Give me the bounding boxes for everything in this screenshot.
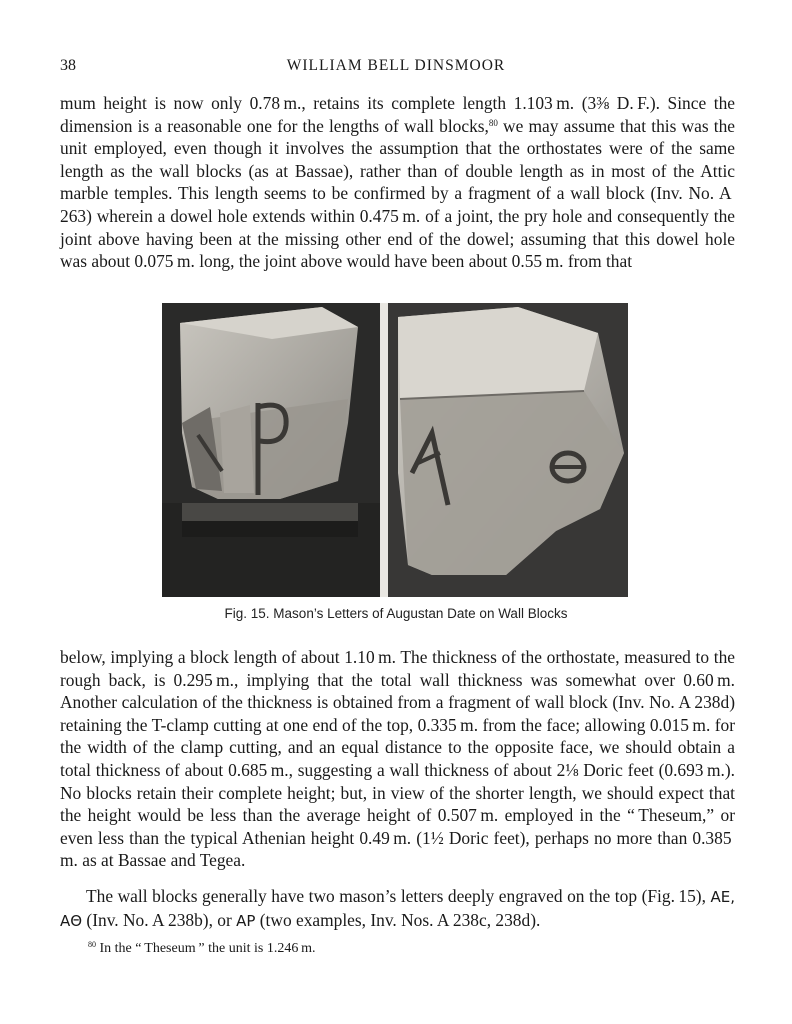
- stone-fragment-right-image: [388, 303, 628, 597]
- paragraph-text: (Inv. No. A 238b), or: [82, 909, 237, 930]
- paragraph-text: (two examples, Inv. Nos. A 238c, 238d).: [255, 909, 541, 930]
- figure-15: [162, 303, 628, 597]
- figure-caption: Fig. 15. Mason’s Letters of Augustan Date on Wall Blocks: [224, 606, 568, 621]
- body-paragraph-3: [60, 885, 735, 932]
- body-paragraph-2: below, implying a block length of about 1.10 m. The thickness of the orthostate, measured to the rough back, is 0.295 m., implying that the total wall thickness was somewhat over 0.60 m. Another calculation of the thickness is obtained from a fragment of wall block (Inv. No. A 238d) retaining the T-clamp cutting at one end of the top, 0.335 m. from the face; allowing 0.015 m. for the width of the clamp cutting, and an equal distance to the opposite face, we should obtain a total thickness of about 0.685 m., suggesting a wall thickness of about 2⅛ Doric feet (0.693 m.). No blocks retain their complete height; but, in view of the shorter length, we should expect that the height would be less than the average height of 0.507 m. employed in the “ Theseum,” or even less than the typical Athenian height 0.49 m. (1½ Doric feet), perhaps no more than 0.385 m. as at Bassae and Tegea.: [60, 647, 735, 871]
- running-head: WILLIAM BELL DINSMOOR: [286, 57, 506, 74]
- paragraph-text: mum height is now only 0.78 m., retains its complete length 1.103 m. (3⅜ D. F.). Since the dimension is a reasonable one for the lengths of wall blocks,: [60, 93, 735, 136]
- body-paragraph-1: [60, 92, 735, 273]
- footnote-number: 80: [88, 940, 96, 949]
- paragraph-text: The wall blocks generally have two mason’s letters deeply engraved on the top (Fig. 15),: [86, 886, 711, 906]
- mason-letters-1: ΑΕ, ΑΘ: [60, 888, 735, 930]
- wall-block-photo-right: [388, 303, 628, 597]
- stone-fragment-left-image: [162, 303, 380, 597]
- mason-letters-2: ΑΡ: [236, 911, 256, 930]
- footnote-text: In the “ Theseum ” the unit is 1.246 m.: [96, 941, 316, 956]
- paragraph-text: we may assume that this was the unit employed, even though it involves the assumption that the orthostates were of the same length as the wall blocks (as at Bassae), rather than of double length as in most of the Attic marble temples. This length seems to be confirmed by a fragment of a wall block (Inv. No. A 263) wherein a dowel hole extends within 0.475 m. of a joint, the pry hole and consequently the joint above having been at the missing other end of the dowel; assuming that this dowel hole was about 0.075 m. long, the joint above would have been about 0.55 m. from that: [60, 115, 735, 272]
- footnote-80: [88, 941, 316, 957]
- page-number: 38: [60, 57, 76, 74]
- wall-block-photo-left: [162, 303, 380, 597]
- footnote-reference[interactable]: 80: [488, 117, 498, 128]
